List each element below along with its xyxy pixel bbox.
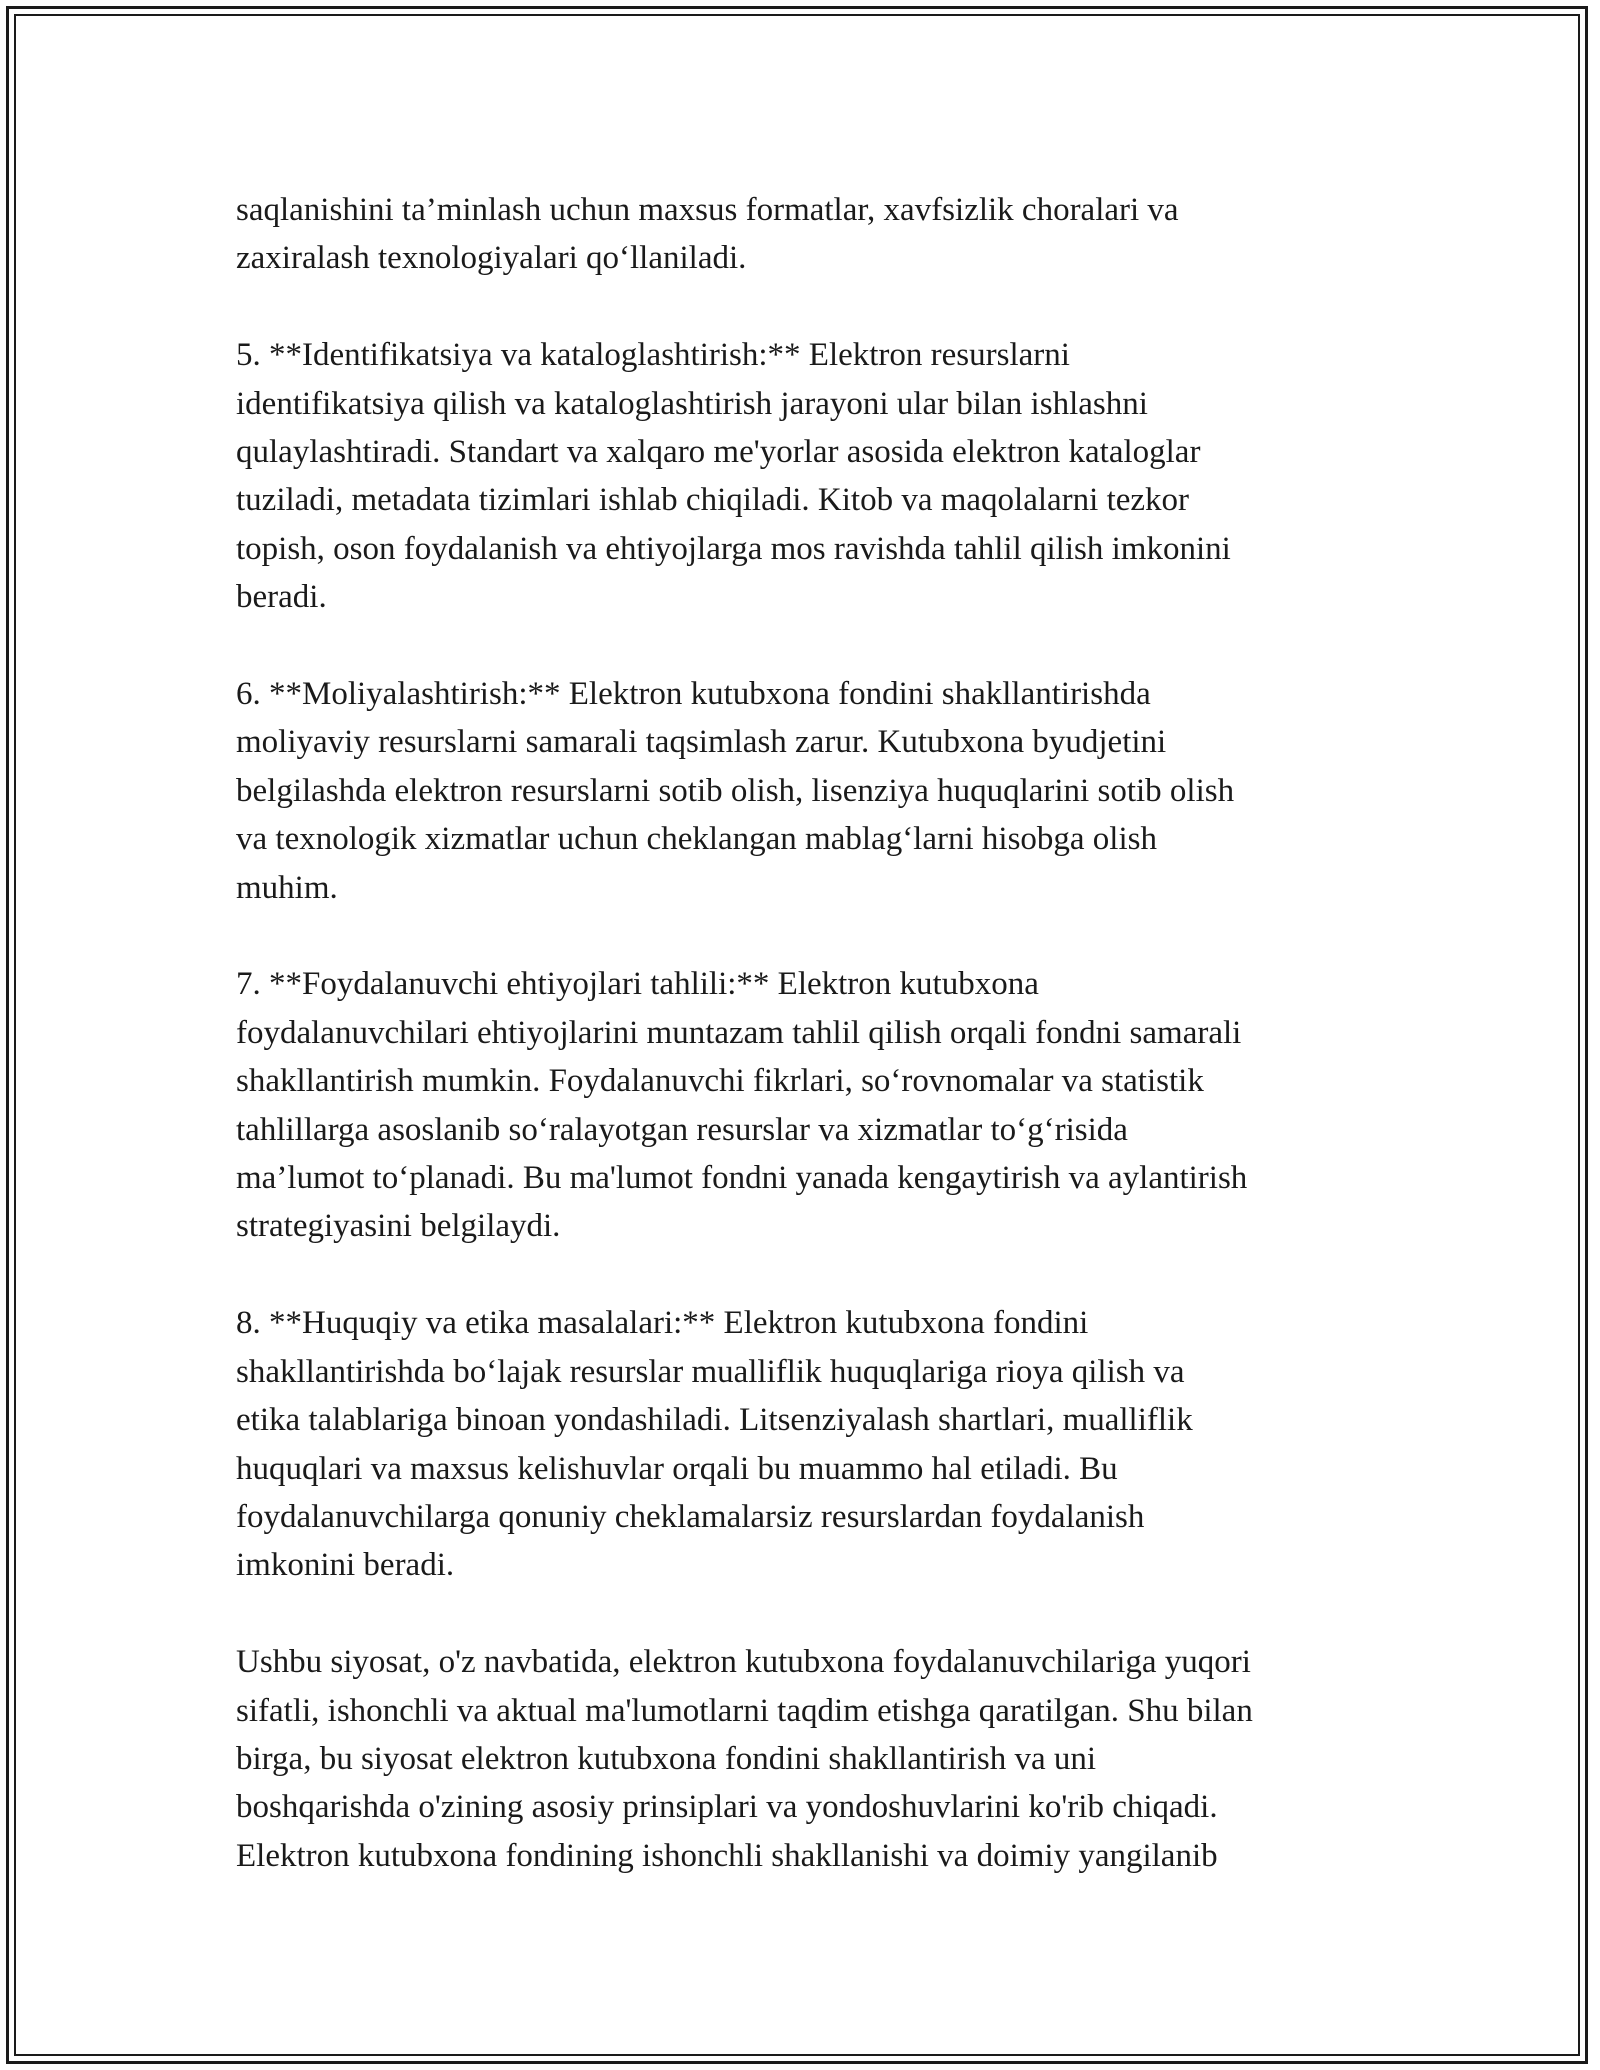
text-line: muhim.	[236, 869, 338, 906]
text-line: zaxiralash texnologiyalari qo‘llaniladi.	[236, 240, 747, 277]
text-line: beradi.	[236, 579, 327, 616]
paragraph-intro-continuation	[236, 186, 1386, 283]
text-line: sifatli, ishonchli va aktual ma'lumotlarni taqdim etishga qaratilgan. Shu bilan	[236, 1692, 1253, 1729]
text-line: 6. **Moliyalashtirish:** Elektron kutubxona fondini shakllantirishda	[236, 676, 1151, 713]
text-line: tuziladi, metadata tizimlari ishlab chiqiladi. Kitob va maqolalarni tezkor	[236, 482, 1190, 519]
text-line: etika talablariga binoan yondashiladi. Litsenziyalash shartlari, mualliflik	[236, 1402, 1193, 1439]
text-line: 7. **Foydalanuvchi ehtiyojlari tahlili:** Elektron kutubxona	[236, 966, 1039, 1003]
text-line: imkonini beradi.	[236, 1547, 455, 1584]
text-line: boshqarishda o'zining asosiy prinsiplari va yondoshuvlarini ko'rib chiqadi.	[236, 1789, 1218, 1826]
paragraph-item-8	[236, 1299, 1386, 1589]
paragraph-item-5	[236, 331, 1386, 621]
text-line: strategiyasini belgilaydi.	[236, 1208, 561, 1245]
text-line: tahlillarga asoslanib so‘ralayotgan resurslar va xizmatlar to‘g‘risida	[236, 1111, 1128, 1148]
text-line: huquqlari va maxsus kelishuvlar orqali bu muammo hal etiladi. Bu	[236, 1450, 1118, 1487]
text-line: va texnologik xizmatlar uchun cheklangan mablag‘larni hisobga olish	[236, 821, 1157, 858]
paragraph-conclusion	[236, 1638, 1386, 1880]
paragraph-item-7	[236, 960, 1386, 1250]
document-body	[236, 186, 1386, 1929]
text-line: identifikatsiya qilish va kataloglashtirish jarayoni ular bilan ishlashni	[236, 385, 1148, 422]
text-line: 8. **Huquqiy va etika masalalari:** Elektron kutubxona fondini	[236, 1305, 1089, 1342]
text-line: topish, oson foydalanish va ehtiyojlarga mos ravishda tahlil qilish imkonini	[236, 530, 1231, 567]
text-line: Ushbu siyosat, o'z navbatida, elektron kutubxona foydalanuvchilariga yuqori	[236, 1644, 1251, 1681]
text-line: 5. **Identifikatsiya va kataloglashtirish:** Elektron resurslarni	[236, 337, 1070, 374]
text-line: birga, bu siyosat elektron kutubxona fondini shakllantirish va uni	[236, 1740, 1097, 1777]
text-line: belgilashda elektron resurslarni sotib olish, lisenziya huquqlarini sotib olish	[236, 772, 1235, 809]
text-line: ma’lumot to‘planadi. Bu ma'lumot fondni yanada kengaytirish va aylantirish	[236, 1160, 1248, 1197]
text-line: moliyaviy resurslarni samarali taqsimlash zarur. Kutubxona byudjetini	[236, 724, 1167, 761]
text-line: qulaylashtiradi. Standart va xalqaro me'yorlar asosida elektron kataloglar	[236, 434, 1201, 471]
text-line: foydalanuvchilari ehtiyojlarini muntazam tahlil qilish orqali fondni samarali	[236, 1014, 1242, 1051]
text-line: shakllantirishda bo‘lajak resurslar mualliflik huquqlariga rioya qilish va	[236, 1353, 1185, 1390]
text-line: Elektron kutubxona fondining ishonchli shakllanishi va doimiy yangilanib	[236, 1837, 1218, 1874]
paragraph-item-6	[236, 670, 1386, 912]
text-line: shakllantirish mumkin. Foydalanuvchi fikrlari, so‘rovnomalar va statistik	[236, 1063, 1204, 1100]
text-line: foydalanuvchilarga qonuniy cheklamalarsiz resurslardan foydalanish	[236, 1498, 1145, 1535]
text-line: saqlanishini ta’minlash uchun maxsus formatlar, xavfsizlik choralari va	[236, 192, 1179, 228]
